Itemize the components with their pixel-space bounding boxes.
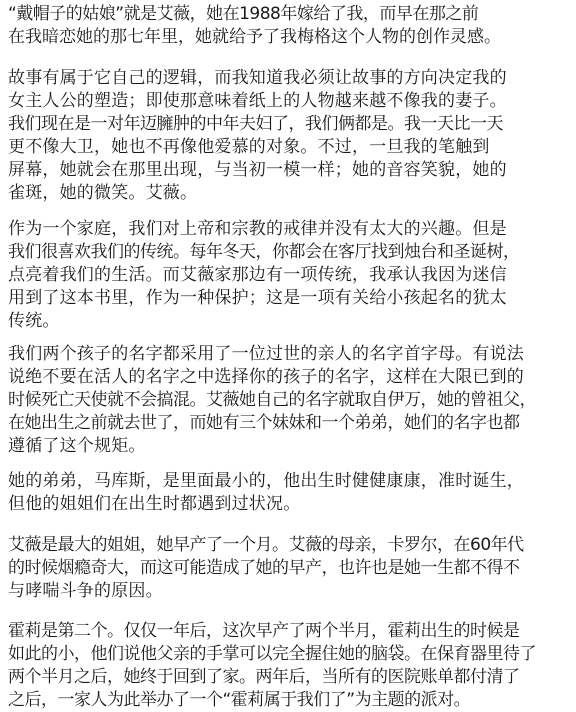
text-line: 之后，一家人为此举办了一个“霍莉属于我们了”为主题的派对。 [8, 690, 471, 710]
paragraph-5 [8, 470, 570, 516]
paragraph-4 [8, 343, 570, 458]
text-line: 我们很喜欢我们的传统。每年冬天，你都会在客厅找到烛台和圣诞树， [8, 242, 520, 262]
text-line: 但他的姐姐们在出生时都遇到过状况。 [8, 494, 301, 514]
text-line: 作为一个家庭，我们对上帝和宗教的戒律并没有太大的兴趣。但是 [8, 219, 507, 239]
text-line: 在她出生之前就去世了，而她有三个妹妹和一个弟弟，她们的名字也都 [8, 413, 520, 433]
text-line: 雀斑，她的微笑。艾薇。 [8, 183, 198, 203]
text-line: 说绝不要在活人的名字之中选择你的孩子的名字，这样在大限已到的 [8, 367, 524, 387]
text-line: 两个半月之后，她终于回到了家。两年后，当所有的医院账单都付清了 [8, 667, 520, 687]
text-line: 传统。 [8, 311, 60, 331]
text-line: 遵循了这个规矩。 [8, 436, 146, 456]
paragraph-6 [8, 534, 570, 603]
text-line: “戴帽子的姑娘”就是艾薇，她在1988年嫁给了我，而早在那之前 [8, 4, 479, 24]
text-line: 霍莉是第二个。仅仅一年后，这次早产了两个半月，霍莉出生的时候是 [8, 621, 520, 641]
text-line: 更不像大卫，她也不再像他爱慕的对象。不过，一旦我的笔触到 [8, 137, 490, 157]
text-line: 的时候烟瘾奇大，而这可能造成了她的早产，也许也是她一生都不得不 [8, 558, 520, 578]
paragraph-7 [8, 620, 570, 712]
text-line: 与哮喘斗争的原因。 [8, 581, 163, 601]
text-line: 故事有属于它自己的逻辑，而我知道我必须让故事的方向决定我的 [8, 68, 507, 88]
text-line: 时候死亡天使就不会搞混。艾薇她自己的名字就取自伊万，她的曾祖父， [8, 390, 536, 410]
paragraph-3 [8, 218, 570, 333]
paragraph-2 [8, 67, 570, 205]
text-line: 我们两个孩子的名字都采用了一位过世的亲人的名字首字母。有说法 [8, 344, 524, 364]
text-line: 我们现在是一对年迈臃肿的中年夫妇了，我们俩都是。我一天比一天 [8, 114, 503, 134]
text-line: 她的弟弟，马库斯，是里面最小的，他出生时健健康康，准时诞生， [8, 471, 524, 491]
text-line: 点亮着我们的生活。而艾薇家那边有一项传统，我承认我因为迷信 [8, 265, 507, 285]
text-line: 艾薇是最大的姐姐，她早产了一个月。艾薇的母亲，卡罗尔，在60年代 [8, 535, 524, 555]
text-line: 如此的小，他们说他父亲的手掌可以完全握住她的脑袋。在保育器里待了 [8, 644, 536, 664]
text-line: 女主人公的塑造；即使那意味着纸上的人物越来越不像我的妻子。 [8, 91, 507, 111]
text-line: 在我暗恋她的那七年里，她就给予了我梅格这个人物的创作灵感。 [8, 27, 501, 47]
paragraph-1 [8, 3, 570, 49]
text-line: 用到了这本书里，作为一种保护；这是一项有关给小孩起名的犹太 [8, 288, 507, 308]
text-line: 屏幕，她就会在那里出现，与当初一模一样；她的音容笑貌，她的 [8, 160, 507, 180]
